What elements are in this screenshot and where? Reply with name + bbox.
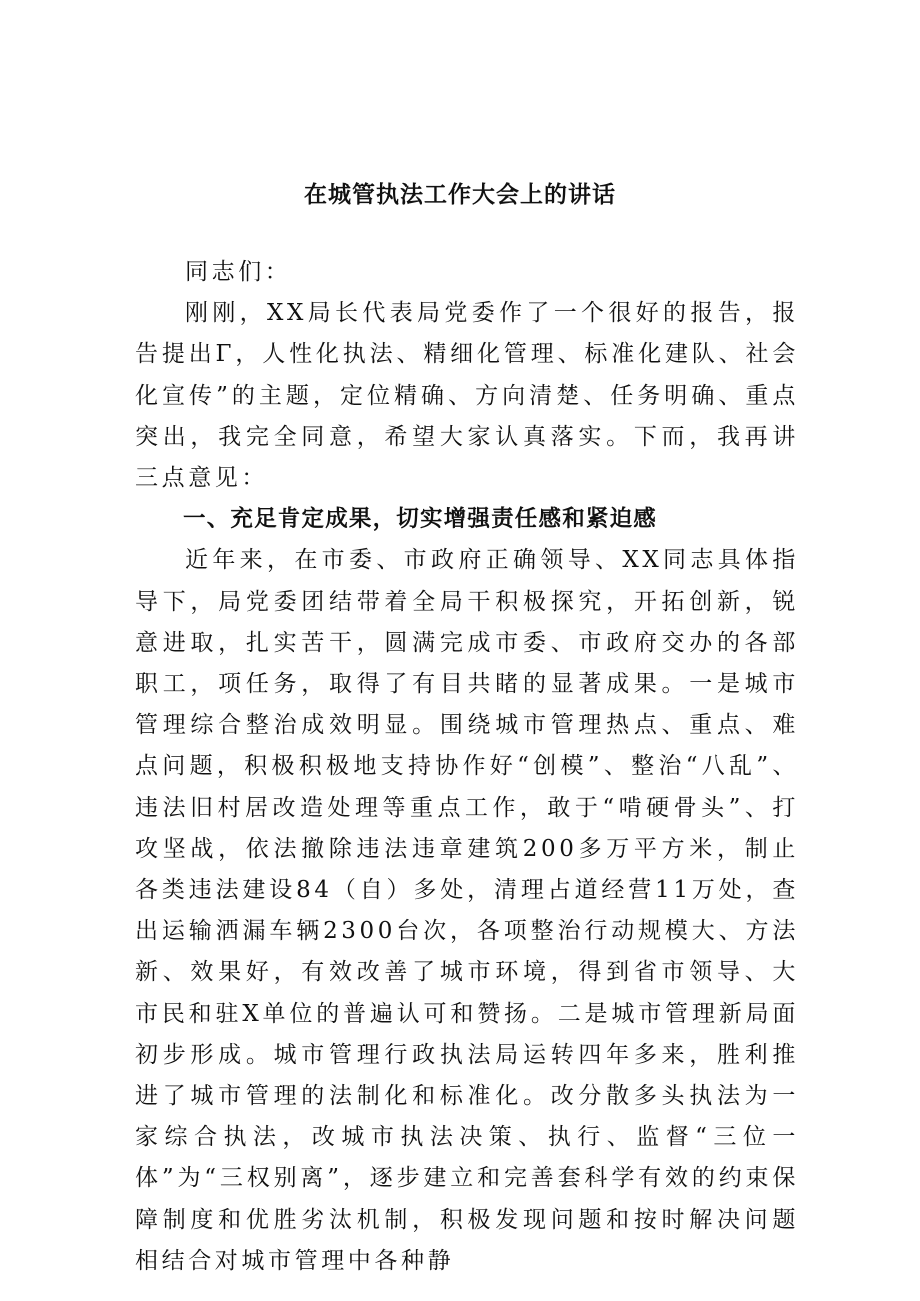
intro-paragraph: 刚刚，XX局长代表局党委作了一个很好的报告，报告提出Γ，人性化执法、精细化管理、标准化建队、社会化宣传”的主题，定位精确、方向清楚、任务明确、重点突出，我完全同意，希望大家认真落实。下而，我再讲三点意见： <box>135 300 799 492</box>
salutation: 同志们： <box>185 259 292 285</box>
section-paragraph: 近年来，在市委、市政府正确领导、XX同志具体指导下，局党委团结带着全局干积极探究，开拓创新，锐意进取，扎实苦干，圆满完成市委、市政府交办的各部职工，项任务，取得了有目共睹的显著成果。一是城市管理综合整治成效明显。围绕城市管理热点、重点、难点问题，积极积极地支持协作好“创模”、整治“八乱”、违法旧村居改造处理等重点工作，敢于“啃硬骨头”、打攻坚战，依法撤除违法违章建筑200多万平方米，制止各类违法建设84（自）多处，清理占道经营11万处，查出运输洒漏车辆2300台次，各项整治行动规模大、方法新、效果好，有效改善了城市环境，得到省市领导、大市民和驻X单位的普遍认可和赞扬。二是城市管理新局面初步形成。城市管理行政执法局运转四年多来，胜利推进了城市管理的法制化和标准化。改分散多头执法为一家综合执法，改城市执法决策、执行、监督“三位一体”为“三权别离”，逐步建立和完善套科学有效的约束保障制度和优胜劣汰机制，积极发现问题和按时解决问题相结合对城市管理中各种静 <box>135 547 799 1274</box>
document-title: 在城管执法工作大会上的讲话 <box>304 182 616 208</box>
section-heading: 一、充足肯定成果，切实增强责任感和紧迫感 <box>183 506 658 533</box>
document-body <box>135 252 799 1282</box>
